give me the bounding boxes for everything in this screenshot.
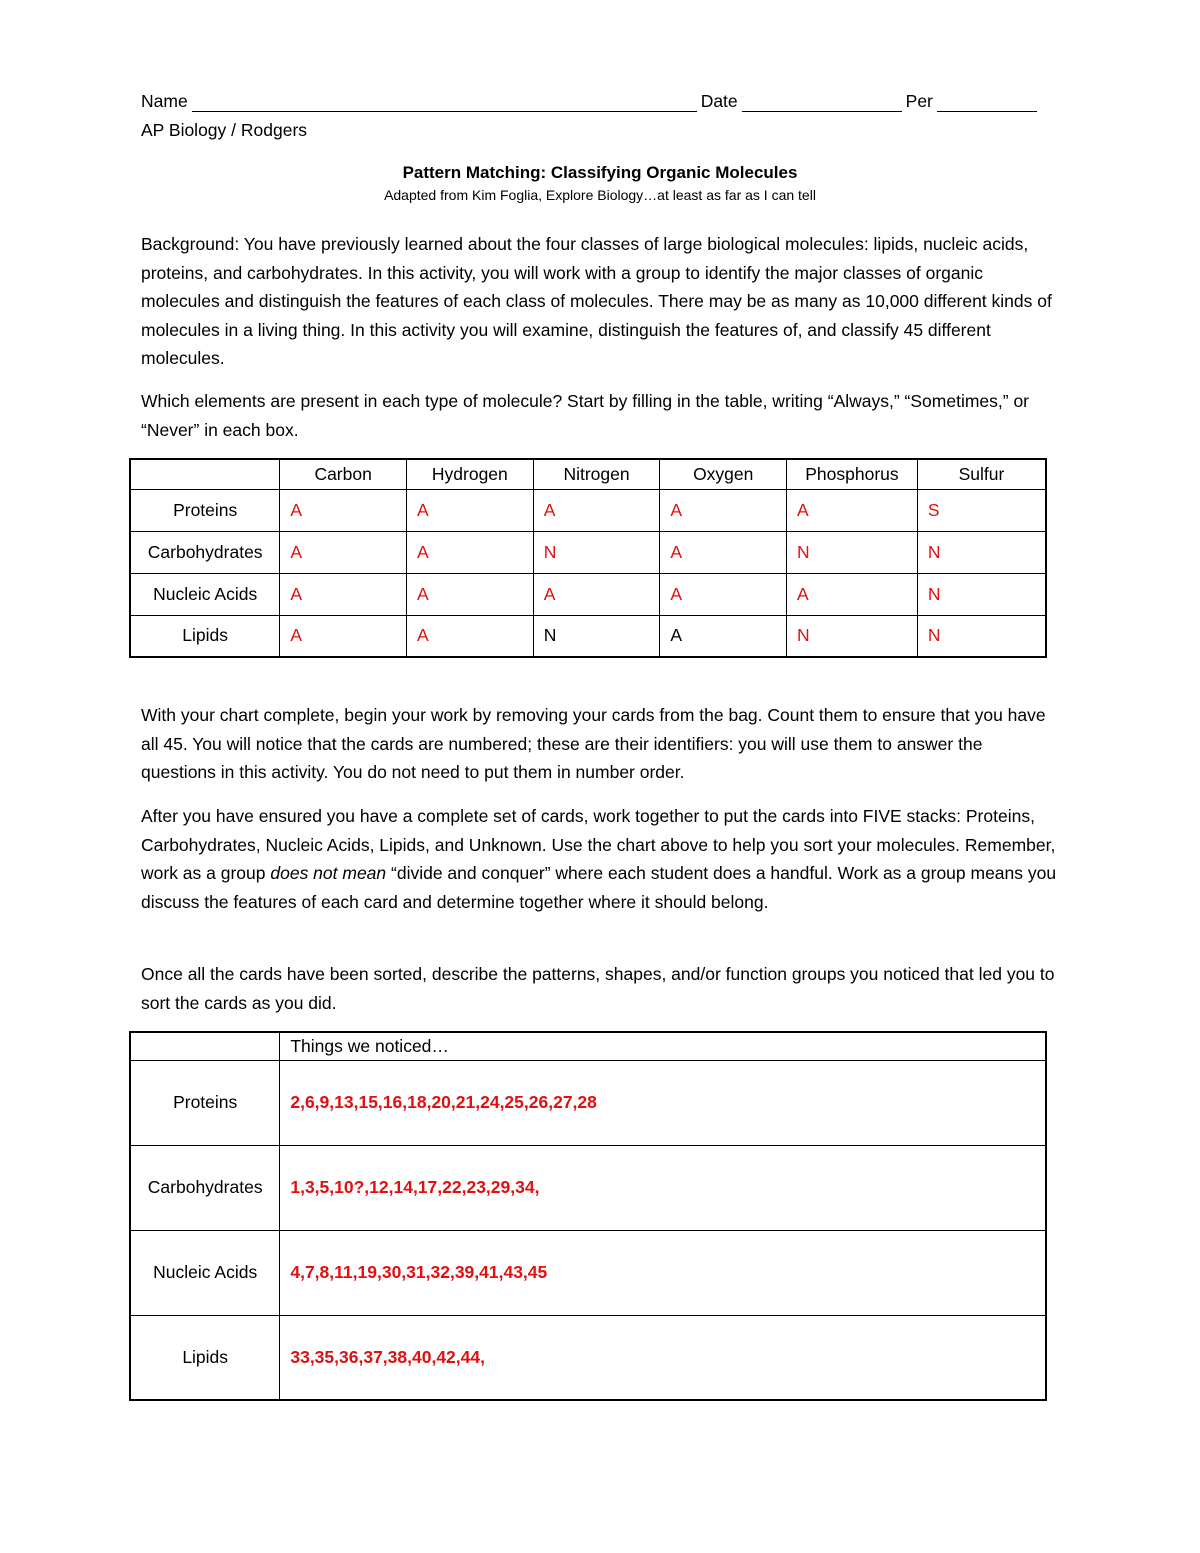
notice-cell[interactable]: 4,7,8,11,19,30,31,32,39,41,43,45 bbox=[280, 1230, 1046, 1315]
answer-cell[interactable]: A bbox=[280, 573, 407, 615]
answer-cell[interactable]: A bbox=[280, 615, 407, 657]
table-row bbox=[130, 615, 1046, 657]
answer-cell[interactable]: A bbox=[787, 573, 918, 615]
answer-cell[interactable]: A bbox=[660, 531, 787, 573]
row-label: Lipids bbox=[130, 615, 280, 657]
notice-cell[interactable]: 1,3,5,10?,12,14,17,22,23,29,34, bbox=[280, 1145, 1046, 1230]
table-row bbox=[130, 489, 1046, 531]
date-field[interactable] bbox=[742, 93, 902, 112]
name-field[interactable] bbox=[192, 93, 697, 112]
per-label: Per bbox=[905, 91, 933, 111]
table-row bbox=[130, 573, 1046, 615]
notice-header-row bbox=[130, 1032, 1046, 1060]
answer-cell[interactable]: N bbox=[787, 531, 918, 573]
sort-text bbox=[141, 802, 1061, 916]
answer-cell[interactable]: A bbox=[406, 615, 533, 657]
page-subtitle: Adapted from Kim Foglia, Explore Biology…at least as far as I can tell bbox=[384, 187, 816, 203]
row-label: Lipids bbox=[130, 1315, 280, 1400]
column-header: Hydrogen bbox=[406, 459, 533, 489]
notice-cell[interactable]: 2,6,9,13,15,16,18,20,21,24,25,26,27,28 bbox=[280, 1060, 1046, 1145]
answer-cell[interactable]: N bbox=[917, 531, 1046, 573]
sort-paragraph bbox=[141, 802, 1061, 916]
background-text: Background: You have previously learned about the four classes of large biological molecules: lipids, nucleic acids, proteins, and carbohydrates. In this activity, you will work with a group to identify the major classes of organic molecules and distinguish the features of each class of molecules. There may be as many as 10,000 different kinds of molecules in a living thing. In this activity you will examine, distinguish the features of, and classify 45 different molecules. bbox=[141, 234, 1052, 368]
column-header: Phosphorus bbox=[787, 459, 918, 489]
sort-text-b: “divide and conquer” where each student does a handful. Work as a group means you discuss the features of each card and determine together where it should belong. bbox=[141, 863, 1057, 912]
table-row bbox=[130, 531, 1046, 573]
answer-cell[interactable]: A bbox=[280, 489, 407, 531]
answer-cell[interactable]: N bbox=[787, 615, 918, 657]
elements-prompt-paragraph bbox=[141, 387, 1061, 444]
patterns-text: Once all the cards have been sorted, describe the patterns, shapes, and/or function groups you noticed that led you to sort the cards as you did. bbox=[141, 964, 1055, 1013]
row-label: Carbohydrates bbox=[130, 1145, 280, 1230]
date-label: Date bbox=[700, 91, 738, 111]
answer-cell[interactable]: A bbox=[660, 615, 787, 657]
answer-cell[interactable]: A bbox=[406, 489, 533, 531]
row-label: Carbohydrates bbox=[130, 531, 280, 573]
sort-text-emphasis: does not mean bbox=[270, 863, 387, 883]
row-label: Proteins bbox=[130, 489, 280, 531]
header-fields bbox=[141, 91, 1041, 112]
patterns-paragraph bbox=[141, 960, 1061, 1017]
notice-header-blank bbox=[130, 1032, 280, 1060]
notice-header: Things we noticed… bbox=[280, 1032, 1046, 1060]
answer-cell[interactable]: N bbox=[917, 573, 1046, 615]
elements-prompt-text: Which elements are present in each type of molecule? Start by filling in the table, writing “Always,” “Sometimes,” or “Never” in each box. bbox=[141, 391, 1030, 440]
answer-cell[interactable]: N bbox=[917, 615, 1046, 657]
answer-cell[interactable]: A bbox=[660, 573, 787, 615]
cards-text: With your chart complete, begin your work by removing your cards from the bag. Count them to ensure that you have all 45. You will notice that the cards are numbered; these are their identifiers: you will use them to answer the questions in this activity. You do not need to put them in number order. bbox=[141, 705, 1046, 782]
answer-cell[interactable]: A bbox=[533, 489, 660, 531]
row-label: Nucleic Acids bbox=[130, 573, 280, 615]
elements-header-row bbox=[130, 459, 1046, 489]
notice-table bbox=[129, 1031, 1047, 1401]
answer-cell[interactable]: A bbox=[406, 573, 533, 615]
answer-cell[interactable]: N bbox=[533, 615, 660, 657]
answer-cell[interactable]: A bbox=[280, 531, 407, 573]
answer-cell[interactable]: A bbox=[406, 531, 533, 573]
sort-text-a: After you have ensured you have a complete set of cards, work together to put the cards into FIVE stacks: Proteins, Carbohydrates, Nucleic Acids, Lipids, and Unknown. Use the chart above to help you sort your molecules. Remember, work as a group bbox=[141, 806, 1056, 883]
notice-cell[interactable]: 33,35,36,37,38,40,42,44, bbox=[280, 1315, 1046, 1400]
answer-cell[interactable]: N bbox=[533, 531, 660, 573]
answer-cell[interactable]: A bbox=[660, 489, 787, 531]
column-header: Nitrogen bbox=[533, 459, 660, 489]
period-field[interactable] bbox=[937, 93, 1037, 112]
column-header: Oxygen bbox=[660, 459, 787, 489]
cards-paragraph bbox=[141, 701, 1061, 787]
course-label: AP Biology / Rodgers bbox=[141, 120, 308, 140]
elements-header-blank bbox=[130, 459, 280, 489]
table-row bbox=[130, 1315, 1046, 1400]
name-label: Name bbox=[141, 91, 188, 111]
row-label: Nucleic Acids bbox=[130, 1230, 280, 1315]
column-header: Sulfur bbox=[917, 459, 1046, 489]
row-label: Proteins bbox=[130, 1060, 280, 1145]
answer-cell[interactable]: S bbox=[917, 489, 1046, 531]
answer-cell[interactable]: A bbox=[533, 573, 660, 615]
table-row bbox=[130, 1145, 1046, 1230]
answer-cell[interactable]: A bbox=[787, 489, 918, 531]
table-row bbox=[130, 1230, 1046, 1315]
page-title: Pattern Matching: Classifying Organic Molecules bbox=[402, 163, 798, 182]
background-paragraph bbox=[141, 230, 1061, 373]
column-header: Carbon bbox=[280, 459, 407, 489]
table-row bbox=[130, 1060, 1046, 1145]
elements-table bbox=[129, 458, 1047, 658]
